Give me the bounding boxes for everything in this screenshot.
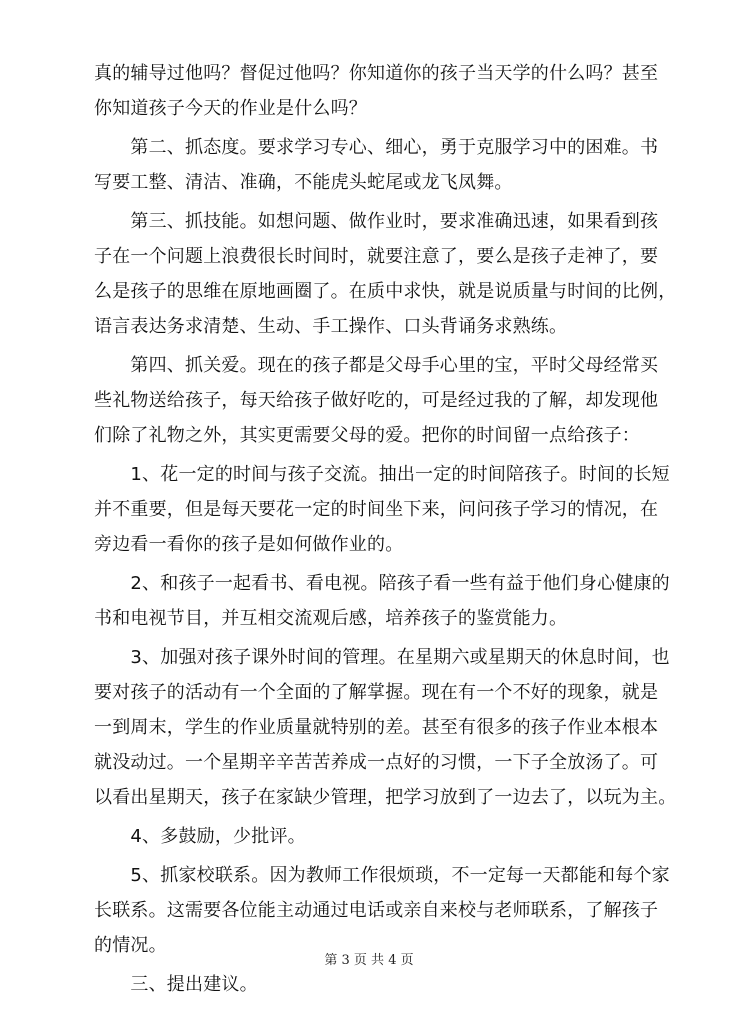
text-line: 一到周末，学生的作业质量就特别的差。甚至有很多的孩子作业本根本 <box>94 717 659 738</box>
text-line: 2、和孩子一起看书、看电视。陪孩子看一些有益于他们身心健康的 <box>94 573 670 594</box>
text-line: 旁边看一看你的孩子是如何做作业的。 <box>94 534 404 555</box>
text-line: 3、加强对孩子课外时间的管理。在星期六或星期天的休息时间，也 <box>94 647 670 668</box>
text-line: 5、抓家校联系。因为教师工作很烦琐，不一定每一天都能和每个家 <box>94 865 670 886</box>
text-line: 子在一个问题上浪费很长时间时，就要注意了，要么是孩子走神了，要 <box>94 246 659 267</box>
page-number-footer: 第 3 页 共 4 页 <box>324 953 414 968</box>
text-line: 书和电视节目，并互相交流观后感，培养孩子的鉴赏能力。 <box>94 608 568 629</box>
text-line: 第二、抓态度。要求学习专心、细心，勇于克服学习中的困难。书 <box>94 137 659 158</box>
text-line: 第四、抓关爱。现在的孩子都是父母手心里的宝，平时父母经常买 <box>94 355 659 376</box>
text-line: 并不重要，但是每天要花一定的时间坐下来，问问孩子学习的情况，在 <box>94 499 659 520</box>
text-line: 4、多鼓励，少批评。 <box>94 826 306 847</box>
text-line: 么是孩子的思维在原地画圈了。在质中求快，就是说质量与时间的比例， <box>94 281 677 302</box>
text-line: 第三、抓技能。如想问题、做作业时，要求准确迅速，如果看到孩 <box>94 211 659 232</box>
text-line: 的情况。 <box>94 935 167 956</box>
text-line: 长联系。这需要各位能主动通过电话或亲自来校与老师联系，了解孩子 <box>94 900 659 921</box>
text-line: 们除了礼物之外，其实更需要父母的爱。把你的时间留一点给孩子： <box>94 425 640 446</box>
text-line: 三、提出建议。 <box>94 974 258 995</box>
text-line: 以看出星期天，孩子在家缺少管理，把学习放到了一边去了，以玩为主。 <box>94 787 677 808</box>
text-line: 些礼物送给孩子，每天给孩子做好吃的，可是经过我的了解，却发现他 <box>94 390 659 411</box>
text-line: 1、花一定的时间与孩子交流。抽出一定的时间陪孩子。时间的长短 <box>94 464 670 485</box>
text-line: 要对孩子的活动有一个全面的了解掌握。现在有一个不好的现象，就是 <box>94 682 659 703</box>
text-line: 就没动过。一个星期辛辛苦苦养成一点好的习惯，一下子全放汤了。可 <box>94 752 659 773</box>
text-line: 你知道孩子今天的作业是什么吗？ <box>94 98 367 119</box>
text-line: 写要工整、清洁、准确，不能虎头蛇尾或龙飞凤舞。 <box>94 172 513 193</box>
text-line: 真的辅导过他吗？督促过他吗？你知道你的孩子当天学的什么吗？甚至 <box>94 63 659 84</box>
text-line: 语言表达务求清楚、生动、手工操作、口头背诵务求熟练。 <box>94 316 568 337</box>
